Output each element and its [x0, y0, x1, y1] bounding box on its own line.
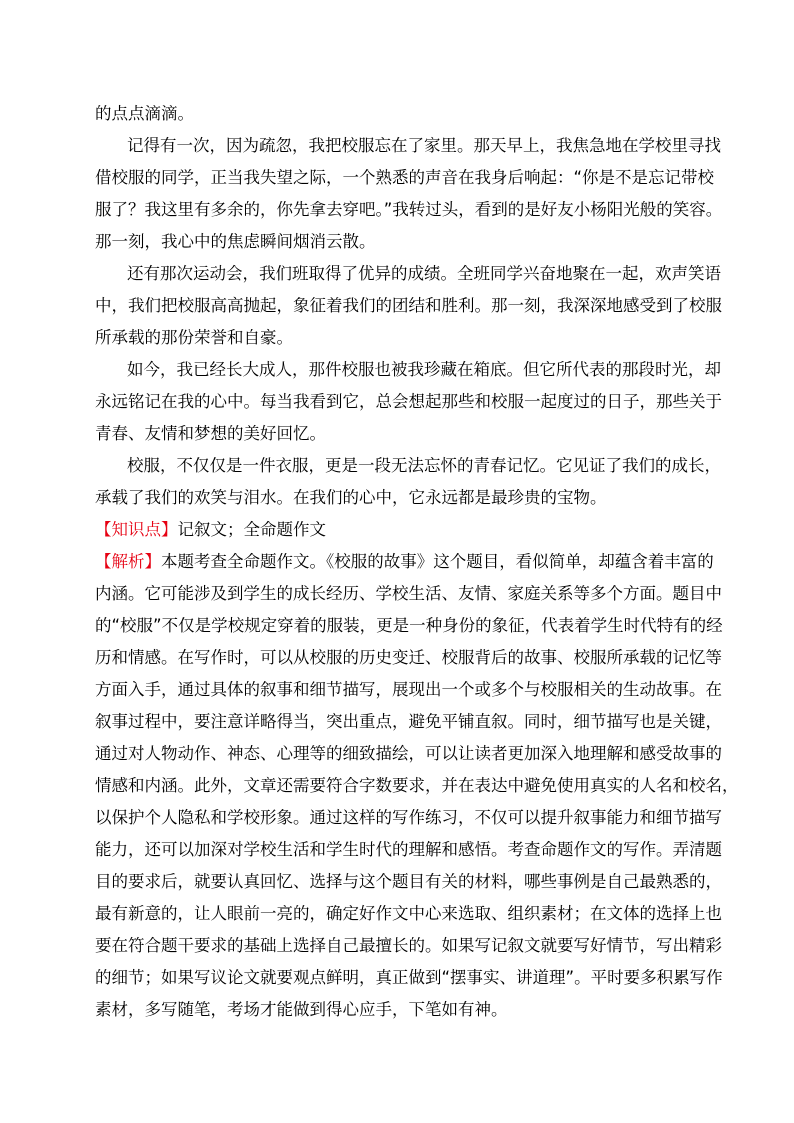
essay-paragraph-0	[95, 98, 709, 130]
text-line: 目的要求后，就要认真回忆、选择与这个题目有关的材料，哪些事例是自己最熟悉的，	[95, 872, 722, 891]
text-line: 的“校服”不仅是学校规定穿着的服装，更是一种身份的象征，代表着学生时代特有的经	[95, 616, 723, 635]
analysis-first-line	[95, 546, 714, 578]
essay-paragraph-3	[95, 354, 722, 450]
text-line: 所承载的那份荣誉和自豪。	[95, 328, 293, 347]
text-line: 素材，多写随笔，考场才能做到得心应手，下笔如有神。	[95, 1000, 508, 1019]
text-line: 历和情感。在写作时，可以从校服的历史变迁、校服背后的故事、校服所承载的记忆等	[95, 648, 722, 667]
text-line: 能力，还可以加深对学校生活和学生时代的理解和感悟。考查命题作文的写作。弄清题	[95, 840, 722, 859]
text-line: 那一刻，我心中的焦虑瞬间烟消云散。	[95, 232, 376, 251]
text-line: 服了？我这里有多余的，你先拿去穿吧。”我转过头，看到的是好友小杨阳光般的笑容。	[95, 200, 723, 219]
text-line: 校服，不仅仅是一件衣服，更是一段无法忘怀的青春记忆。它见证了我们的成长，	[127, 456, 721, 475]
analysis-section	[95, 546, 739, 1026]
analysis-text: 本题考查全命题作文。《校服的故事》这个题目，看似简单，却蕴含着丰富的	[161, 552, 714, 571]
text-line: 以保护个人隐私和学校形象。通过这样的写作练习，不仅可以提升叙事能力和细节描写	[95, 808, 722, 827]
knowledge-tag: 【知识点】	[95, 520, 178, 539]
text-line: 方面入手，通过具体的叙事和细节描写，展现出一个或多个与校服相关的生动故事。在	[95, 680, 722, 699]
text-line: 还有那次运动会，我们班取得了优异的成绩。全班同学兴奋地聚在一起，欢声笑语	[127, 264, 721, 283]
text-line: 通过对人物动作、神态、心理等的细致描绘，可以让读者更加深入地理解和感受故事的	[95, 744, 722, 763]
analysis-tag: 【解析】	[95, 552, 161, 571]
text-line: 的点点滴滴。	[95, 104, 194, 123]
text-line: 要在符合题干要求的基础上选择自己最擅长的。如果写记叙文就要写好情节，写出精彩	[95, 936, 722, 955]
knowledge-text: 记叙文；全命题作文	[177, 520, 326, 539]
text-line: 中，我们把校服高高抛起，象征着我们的团结和胜利。那一刻，我深深地感受到了校服	[95, 296, 722, 315]
text-line: 承载了我们的欢笑与泪水。在我们的心中，它永远都是最珍贵的宝物。	[95, 488, 607, 507]
text-line: 最有新意的，让人眼前一亮的，确定好作文中心来选取、组织素材；在文体的选择上也	[95, 904, 722, 923]
essay-paragraph-2	[95, 258, 722, 354]
essay-paragraph-4	[95, 450, 721, 514]
text-line: 记得有一次，因为疏忽，我把校服忘在了家里。那天早上，我焦急地在学校里寻找	[127, 136, 721, 155]
text-line: 内涵。它可能涉及到学生的成长经历、学校生活、友情、家庭关系等多个方面。题目中	[95, 584, 722, 603]
text-line: 叙事过程中，要注意详略得当，突出重点，避免平铺直叙。同时，细节描写也是关键，	[95, 712, 722, 731]
essay-paragraph-1	[95, 130, 723, 258]
knowledge-point	[95, 514, 709, 546]
text-line: 青春、友情和梦想的美好回忆。	[95, 424, 326, 443]
document-page	[95, 98, 739, 1026]
text-line: 的细节；如果写议论文就要观点鲜明，真正做到“摆事实、讲道理”。平时要多积累写作	[95, 968, 723, 987]
text-line: 情感和内涵。此外，文章还需要符合字数要求，并在表达中避免使用真实的人名和校名，	[95, 776, 739, 795]
text-line: 借校服的同学，正当我失望之际，一个熟悉的声音在我身后响起：“你是不是忘记带校	[95, 168, 715, 187]
text-line: 永远铭记在我的心中。每当我看到它，总会想起那些和校服一起度过的日子，那些关于	[95, 392, 722, 411]
text-line: 如今，我已经长大成人，那件校服也被我珍藏在箱底。但它所代表的那段时光，却	[127, 360, 721, 379]
